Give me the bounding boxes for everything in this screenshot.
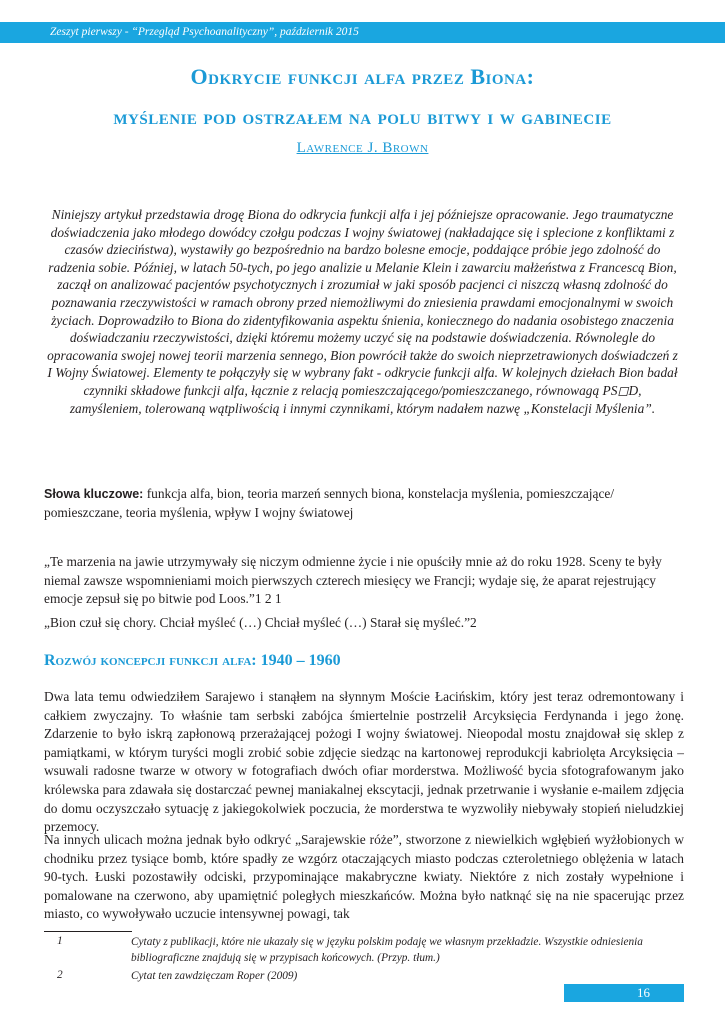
body-paragraph-2: Na innych ulicach można jednak było odkryć „Sarajewskie róże”, stworzone z niewielkich wgłębień wyżłobionych w chodniku przez tysiące bomb, które spadły ze wzgórz otaczających miasto podczas czteroletniego oblężenia w latach 90-tych. Łuski pozostawiły odciski, przypominające makabryczne kwiaty. Niektóre z nich zostały wypełnione i pomalowane na czerwono, aby upamiętnić poległych mieszkańców. Można było natknąć się na nie spacerując przez miasto, co wywoływało uczucie intensywnej powagi, tak <box>44 832 684 922</box>
epigraph-quote-2: „Bion czuł się chory. Chciał myśleć (…) Chciał myśleć (…) Starał się myśleć.”2 <box>44 615 477 630</box>
article-title-line2: myślenie pod ostrzałem na polu bitwy i w gabinecie <box>113 104 612 129</box>
page-number-box <box>564 984 684 1002</box>
footnote-divider <box>44 931 132 932</box>
footnote-text: Cytaty z publikacji, które nie ukazały się w języku polskim podaję we własnym przekładzie. Wszystkie odniesienia bibliograficzne znajdują się w przypisach końcowych. (Przyp. tłum.) <box>131 936 643 964</box>
abstract: Niniejszy artykuł przedstawia drogę Biona do odkrycia funkcji alfa i jej późniejsze opracowanie. Jego traumatyczne doświadczenia jako młodego dowódcy czołgu podczas I wojny światowej (nakładające się i splecione z konfliktami z czasów dzieciństwa), wystawiły go bezpośrednio na bardzo bolesne emocje, poddające próbie jego zdolność do radzenia sobie. Później, w latach 50-tych, po jego analizie u Melanie Klein i zawarciu małżeństwa z Francescą Bion, zaczął on analizować pacjentów psychotycznych i zrozumiał w jaki sposób pacjenci ci niszczą własną zdolność do poznawania rzeczywistości w ramach obrony przed niemożliwymi do zniesienia prawdami emocjonalnymi w swoich życiach. Doprowadziło to Biona do zidentyfikowania aspektu śnienia, koniecznego do nadania osobistego znaczenia doświadczaniu rzeczywistości, dzięki któremu możemy uczyć się na podstawie doświadczenia. Równolegle do opracowania swojej nowej teorii marzenia sennego, Bion powrócił także do swoich nieprzetrawionych doświadczeń z I Wojny Światowej. Elementy te połączyły się w wybrany fakt - odkrycie funkcji alfa. W kolejnych dziełach Bion badał czynniki składowe funkcji alfa, łącznie z relacją pomieszczającego/pomieszczanego, równowagą PS◻D, zamyśleniem, tolerowaną wątpliwością i innymi czynnikami, którym nadałem nazwę „Konstelacji Myślenia”. <box>47 207 678 416</box>
footnote-text: Cytat ten zawdzięczam Roper (2009) <box>131 970 298 982</box>
article-title-line1: Odkrycie funkcji alfa przez Biona: <box>190 64 535 89</box>
author-name: Lawrence J. Brown <box>296 140 429 156</box>
footnote-number: 1 <box>57 935 63 947</box>
running-title: Zeszyt pierwszy - “Przegląd Psychoanalityczny”, październik 2015 <box>50 26 359 38</box>
page-number: 16 <box>637 985 650 1000</box>
footnote-number: 2 <box>57 969 63 981</box>
body-paragraph-1: Dwa lata temu odwiedziłem Sarajewo i stanąłem na słynnym Moście Łacińskim, który jest teraz odremontowany i całkiem zwyczajny. To właśnie tam serbski zabójca śmiertelnie postrzelił Arcyksięcia Ferdynanda i jego żonę. Zdarzenie to było iskrą zapłonową przerażającej pożogi I wojny światowej. Nieopodal mostu znajdował się sklep z pamiątkami, w którym turyści mogli zrobić sobie zdjęcie siedząc na kartonowej reprodukcji kabriolęta Arcyksięcia – wsuwali radosne twarze w otwory w fotografiach dwóch ofiar morderstwa. Możliwość bycia sfotografowanym jako królewska para zdawała się dostarczać pewnej maniakalnej ekscytacji, jednak przetrwanie i wysłanie e-mailem zdjęcia do domu oczyszczało sytuację z jakiegokolwiek poczucia, że morderstwa te wyzwoliły niebywały stopień nieludzkiej przemocy. <box>44 689 684 835</box>
keywords-text: funkcja alfa, bion, teoria marzeń sennych biona, konstelacja myślenia, pomieszczające/ pomieszczane, teoria myślenia, wpływ I wojny światowej <box>44 486 615 520</box>
keywords <box>44 485 684 522</box>
keywords-label: Słowa kluczowe: <box>44 487 144 501</box>
epigraph-quote-1: „Te marzenia na jawie utrzymywały się niczym odmienne życie i nie opuściły mnie aż do roku 1928. Sceny te były niemal zawsze wspomnieniami moich pierwszych czterech miesięcy we Francji; wydaje się, że aparat rejestrujący emocje zepsuł się po bitwie pod Loos.”1 2 1 <box>44 554 662 606</box>
running-header <box>0 22 725 43</box>
section-heading: Rozwój koncepcji funkcji alfa: 1940 – 1960 <box>44 652 341 669</box>
